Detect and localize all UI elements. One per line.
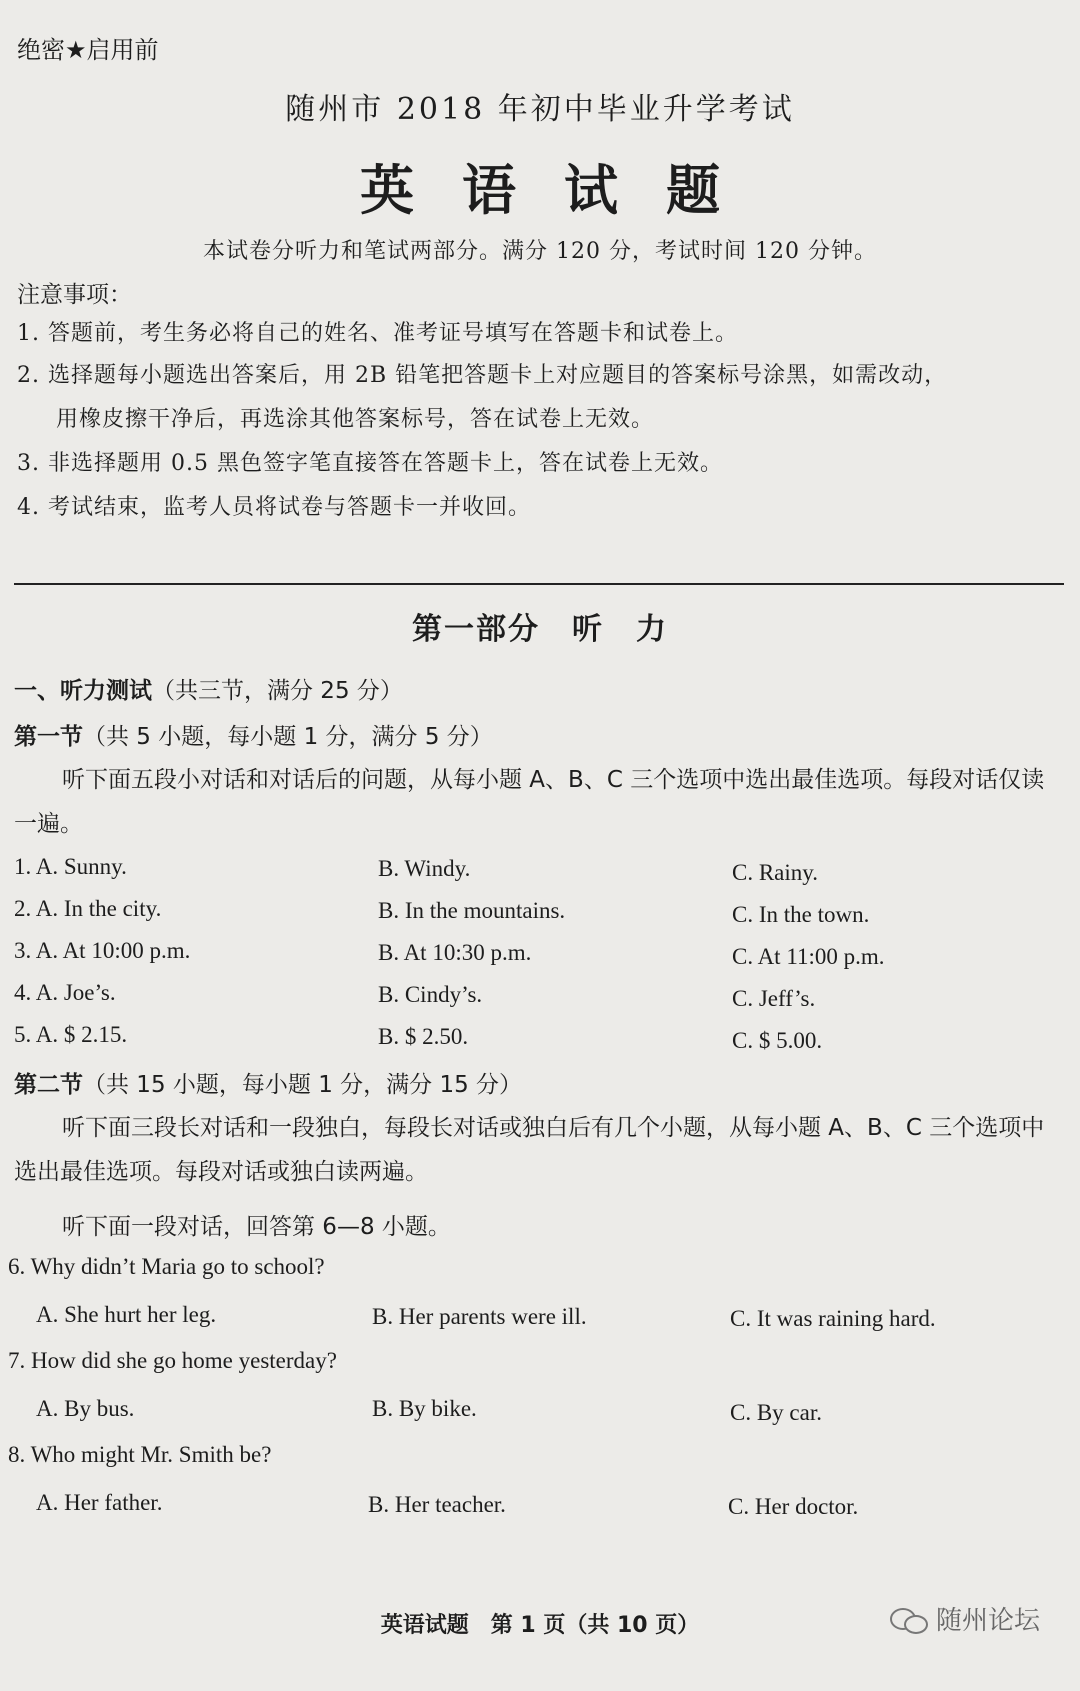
question-stem: 8. Who might Mr. Smith be?	[8, 1442, 272, 1467]
section-heading	[14, 1066, 522, 1099]
wechat-icon	[890, 1606, 928, 1632]
exam-title: 随州市 2018 年初中毕业升学考试	[285, 92, 795, 127]
option-c: C. At 11:00 p.m.	[732, 944, 885, 969]
option-c: C. In the town.	[732, 902, 870, 927]
option-a: 5. A. $ 2.15.	[14, 1022, 128, 1047]
instruction-text: 听下面五段小对话和对话后的问题，从每小题 A、B、C 三个选项中选出最佳选项。每段对话仅读一遍。	[14, 767, 1045, 837]
option-b: B. Windy.	[378, 856, 471, 881]
instruction-text: 听下面三段长对话和一段独白，每段长对话或独白后有几个小题，从每小题 A、B、C 三个选项中选出最佳选项。每段对话或独白读两遍。	[14, 1115, 1045, 1185]
option-b: B. At 10:30 p.m.	[378, 940, 532, 965]
sub-instruction: 听下面一段对话，回答第 6—8 小题。	[62, 1214, 451, 1240]
section-heading	[14, 718, 493, 751]
page-footer: 英语试题 第 1 页（共 10 页）	[380, 1613, 700, 1638]
option-c: C. Jeff’s.	[732, 986, 816, 1011]
confidential-label: 绝密★启用前	[17, 36, 159, 64]
option-c: C. Her doctor.	[728, 1494, 859, 1519]
section-label: 一、听力测试	[14, 678, 152, 704]
notice-heading: 注意事项：	[17, 282, 132, 308]
exam-intro: 本试卷分听力和笔试两部分。满分 120 分，考试时间 120 分钟。	[203, 239, 877, 264]
subject-title: 英语试题	[360, 158, 768, 222]
option-a: A. By bus.	[36, 1396, 135, 1421]
option-b: B. Her teacher.	[368, 1492, 506, 1517]
notice-item: 用橡皮擦干净后，再选涂其他答案标号，答在试卷上无效。	[56, 407, 655, 432]
notice-item: 2. 选择题每小题选出答案后，用 2B 铅笔把答题卡上对应题目的答案标号涂黑，如需改动，	[17, 363, 948, 388]
notice-item: 3. 非选择题用 0.5 黑色签字笔直接答在答题卡上，答在试卷上无效。	[17, 451, 723, 476]
section-heading	[14, 672, 403, 705]
section-detail: （共 15 小题，每小题 1 分，满分 15 分）	[83, 1072, 523, 1098]
option-b: B. In the mountains.	[378, 898, 566, 923]
part-title: 第一部分 听 力	[412, 612, 668, 647]
question-stem: 7. How did she go home yesterday?	[8, 1348, 337, 1373]
option-a: 4. A. Joe’s.	[14, 980, 116, 1005]
option-c: C. $ 5.00.	[732, 1028, 823, 1053]
section-detail: （共 5 小题，每小题 1 分，满分 5 分）	[83, 724, 493, 750]
option-b: B. Her parents were ill.	[372, 1304, 587, 1329]
divider-line	[14, 583, 1064, 585]
option-a: 1. A. Sunny.	[14, 854, 127, 879]
option-c: C. It was raining hard.	[730, 1306, 936, 1331]
option-a: 2. A. In the city.	[14, 896, 162, 921]
notice-item: 4. 考试结束，监考人员将试卷与答题卡一并收回。	[17, 495, 531, 520]
notice-item: 1. 答题前，考生务必将自己的姓名、准考证号填写在答题卡和试卷上。	[17, 321, 738, 346]
watermark	[890, 1600, 1040, 1637]
option-b: B. $ 2.50.	[378, 1024, 469, 1049]
option-a: A. She hurt her leg.	[36, 1302, 217, 1327]
option-c: C. Rainy.	[732, 860, 819, 885]
section-label: 第一节	[14, 724, 83, 750]
question-stem: 6. Why didn’t Maria go to school?	[8, 1254, 325, 1279]
option-a: 3. A. At 10:00 p.m.	[14, 938, 191, 963]
watermark-text: 随州论坛	[936, 1606, 1041, 1636]
option-b: B. Cindy’s.	[378, 982, 483, 1007]
option-a: A. Her father.	[36, 1490, 163, 1515]
section-label: 第二节	[14, 1072, 83, 1098]
option-b: B. By bike.	[372, 1396, 477, 1421]
section-detail: （共三节，满分 25 分）	[152, 678, 403, 704]
option-c: C. By car.	[730, 1400, 822, 1425]
